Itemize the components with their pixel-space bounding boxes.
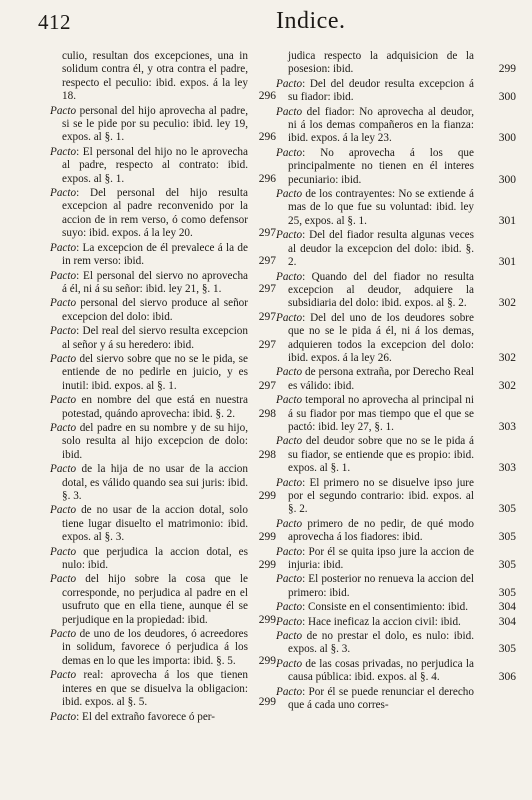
entry-text: de la hija de no usar de la accion dotal, es válido quando sea sui juris: ibid. §. 3. [62,463,248,502]
entry-text: del siervo sobre que no se le pida, se entiende de no pedirle en juicio, y es inutil: ibid. expos. al §. 1. [62,352,248,392]
running-title: Indice. [276,8,346,34]
entry-text: : El personal del hijo no le aprovecha al padre, respecto al contrato: ibid. expos. al §. 1. [62,145,248,185]
entry-text: : El posterior no renueva la accion del primero: ibid. [288,573,474,599]
entry-text: del deudor sobre que no se le pida á su fiador, se entiende que es propio: ibid. expos. al §. 1. [288,435,474,475]
entry-page-number: 303 [498,420,516,433]
entry-page-number: 302 [498,297,516,310]
entry-text: en nombre del que está en nuestra potestad, quándo aprovecha: ibid. §. 2. [62,394,248,420]
entry-page-number: 299 [258,696,276,709]
page-header [38,6,492,40]
entry-keyword: Pacto [276,615,303,628]
entry-page-number: 304 [498,615,516,628]
index-entry [276,686,502,713]
entry-page-number: 299 [258,654,276,667]
entry-text: temporal no aprovecha al principal ni á su fiador por mas tiempo que el que se pactó: ibid. ley 27, §. 1. [288,394,474,433]
index-entry [276,394,516,434]
entry-keyword: Pacto [276,573,303,586]
entry-text: del hijo sobre la cosa que le corresponde, no perjudica al padre en el usufruto que en ella tiene, aunque él se perjudique en la propiedad: ibid. [62,573,248,626]
entry-text: culio, resultan dos excepciones, una in solidum contra él, y otra contra el padre, respecto el peculio: ibid. expos. á la ley 18. [62,50,248,103]
index-entry [50,394,276,421]
index-entry [276,229,516,269]
index-entry [50,546,276,573]
entry-keyword: Pacto [276,601,303,614]
entry-page-number: 299 [258,531,276,544]
entry-page-number: 297 [258,255,276,268]
entry-page-number: 299 [258,490,276,502]
entry-text: : Del del uno de los deudores sobre que no se le pida á él, ni á los demas, adquieren todos la excepcion del dolo: ibid. expos. á la ley 26. [288,311,474,364]
entry-page-number: 296 [258,172,276,185]
entry-keyword: Pacto [276,188,303,201]
entry-keyword: Pacto [276,435,303,448]
index-entry [50,463,276,503]
index-entry [50,146,276,186]
index-entry [50,242,276,269]
entry-keyword: Pacto [50,545,77,558]
entry-keyword: Pacto [50,297,77,310]
index-entry [276,517,516,545]
entry-keyword: Pacto [50,394,77,407]
index-entry [50,325,276,352]
index-entry [276,545,516,573]
index-entry [50,297,276,324]
index-entry [276,270,516,311]
entry-keyword: Pacto [50,104,77,117]
entry-keyword: Pacto [50,669,77,682]
entry-page-number: 297 [258,379,276,392]
entry-text: de las cosas privadas, no perjudica la causa pública: ibid. expos. al §. 4. [288,657,474,684]
entry-keyword: Pacto [50,463,77,476]
entry-page-number: 304 [498,601,516,614]
entry-text: judica respecto la adquisicion de la posesion: ibid. [288,50,474,76]
entry-keyword: Pacto [276,146,303,159]
entry-page-number: 305 [498,586,516,599]
entry-keyword: Pacto [276,545,303,558]
entry-page-number: 297 [258,310,276,323]
index-entry [50,353,276,393]
index-entry [50,669,276,709]
entry-text: real: aprovecha á los que tienen interes en que se disuelva la obligacion: ibid. expos. al §. 5. [62,669,248,709]
entry-text: : El primero no se disuelve ipso jure por el segundo contrario: ibid. expos. al §. 2. [288,476,474,516]
entry-text: : Hace ineficaz la accion civil: ibid. [302,615,461,628]
entry-keyword: Pacto [276,105,303,118]
index-entry [50,422,276,462]
entry-text: de persona extraña, por Derecho Real es válido: ibid. [288,366,474,392]
index-entry [276,615,516,629]
entry-keyword: Pacto [50,241,77,254]
entry-text: de uno de los deudores, ó acreedores in solidum, favorece ó perjudica á los demas en lo que les importa: ibid. §. 5. [62,628,248,667]
entry-page-number: 305 [498,559,516,572]
page-number: 412 [38,10,71,34]
entry-keyword: Pacto [50,325,77,338]
left-column [50,50,276,725]
index-entry [276,435,516,475]
entry-keyword: Pacto [50,269,77,282]
entry-text: primero de no pedir, de qué modo aprovecha á los fiadores: ibid. [288,517,474,544]
index-entry [276,77,516,105]
entry-keyword: Pacto [276,394,303,407]
entry-page-number: 306 [498,671,516,684]
index-entry [276,573,516,600]
entry-text: del padre en su nombre y de su hijo, solo resulta al hijo excepcion de dolo: ibid. [62,421,248,461]
entry-text: : Quando del del fiador no resulta excepcion al deudor, adquiere la subsidiaria del dolo: ibid. expos. al §. 2. [288,270,474,310]
entry-page-number: 301 [498,256,516,269]
entry-keyword: Pacto [50,145,77,158]
entry-page-number: 301 [498,214,516,227]
entry-page-number: 305 [498,643,516,656]
index-entry [276,476,516,517]
entry-keyword: Pacto [50,573,77,586]
entry-text: : Del real del siervo resulta excepcion al señor y á su heredero: ibid. [62,325,248,351]
entry-page-number: 305 [498,531,516,544]
index-entry [276,657,516,685]
entry-page-number: 298 [258,448,276,461]
entry-keyword: Pacto [276,229,303,242]
entry-text: de no usar de la accion dotal, solo tiene lugar disuelto el matrimonio: ibid. expos. al §. 3. [62,504,248,544]
entry-text: personal del hijo aprovecha al padre, si se le pide por su peculio: ibid. ley 19, expos. al §. 1. [62,104,248,144]
entry-text: que perjudica la accion dotal, es nulo: ibid. [62,545,248,572]
entry-page-number: 302 [498,379,516,392]
entry-page-number: 299 [498,63,516,76]
entry-text: personal del siervo produce al señor excepcion del dolo: ibid. [62,297,248,323]
entry-keyword: Pacto [276,657,303,670]
entry-page-number: 302 [498,351,516,364]
entry-page-number: 297 [258,282,276,295]
entry-page-number: 300 [498,173,516,186]
entry-page-number: 298 [258,407,276,420]
entry-page-number: 297 [258,338,276,351]
entry-keyword: Pacto [276,311,303,324]
index-entry [276,50,516,77]
entry-text: : Por él se quita ipso jure la accion de injuria: ibid. [288,545,474,572]
index-entry [50,105,276,145]
entry-keyword: Pacto [276,366,303,379]
index-entry [276,601,516,614]
index-entry [50,187,276,241]
entry-text: : Por él se puede renunciar el derecho que á cada uno corres- [288,685,474,712]
entry-page-number: 305 [498,503,516,516]
index-entry [276,105,516,146]
index-entry [50,628,276,668]
entry-keyword: Pacto [50,421,77,434]
entry-keyword: Pacto [276,77,303,90]
index-entry [50,50,276,104]
index-entry [50,711,276,724]
entry-page-number: 303 [498,462,516,475]
entry-text: : Del del fiador resulta algunas veces al deudor la excepcion del dolo: ibid. §. 2. [288,229,474,269]
entry-text: : Del del deudor resulta excepcion á su fiador: ibid. [288,77,474,104]
entry-keyword: Pacto [50,710,77,723]
index-entry [50,573,276,627]
entry-keyword: Pacto [50,352,77,365]
index-entry [276,146,516,187]
entry-page-number: 299 [258,613,276,626]
entry-text: del fiador: No aprovecha al deudor, ni á los demas compañeros en la fianza: ibid. expos. á la ley 23. [288,105,474,145]
entry-keyword: Pacto [276,517,303,530]
index-entry [276,630,516,657]
entry-page-number: 296 [258,90,276,103]
index-entry [276,366,516,393]
entry-text: de los contrayentes: No se extiende á mas de lo que fue su voluntad: ibid. ley 25, expos. al §. 1. [288,188,474,227]
entry-text: : Del personal del hijo resulta excepcion al padre reconvenido por la accion de in rem verso, ó como defensor suyo: ibid. expos. á la ley 20. [62,187,248,240]
entry-page-number: 299 [258,559,276,572]
index-entry [50,270,276,297]
entry-page-number: 300 [498,132,516,145]
entry-text: : La excepcion de él prevalece á la de in rem verso: ibid. [62,241,248,268]
entry-keyword: Pacto [276,270,303,283]
right-column [276,50,516,714]
entry-page-number: 297 [258,227,276,240]
index-entry [276,311,516,366]
entry-text: : Consiste en el consentimiento: ibid. [302,601,469,614]
entry-keyword: Pacto [276,630,303,643]
entry-keyword: Pacto [50,504,77,517]
entry-text: de no prestar el dolo, es nulo: ibid. expos. al §. 3. [288,630,474,656]
entry-text: : El personal del siervo no aprovecha á él, ni á su señor: ibid. ley 21, §. 1. [62,269,248,295]
index-entry [276,188,516,228]
entry-keyword: Pacto [276,685,303,698]
entry-text: : El del extraño favorece ó per- [76,710,216,723]
entry-text: : No aprovecha á los que principalmente no tienen en él interes pecuniario: ibid. [288,146,474,186]
index-entry [50,504,276,544]
entry-keyword: Pacto [276,476,303,489]
entry-page-number: 296 [258,131,276,144]
entry-page-number: 300 [498,91,516,104]
entry-keyword: Pacto [50,628,77,641]
entry-keyword: Pacto [50,187,77,200]
